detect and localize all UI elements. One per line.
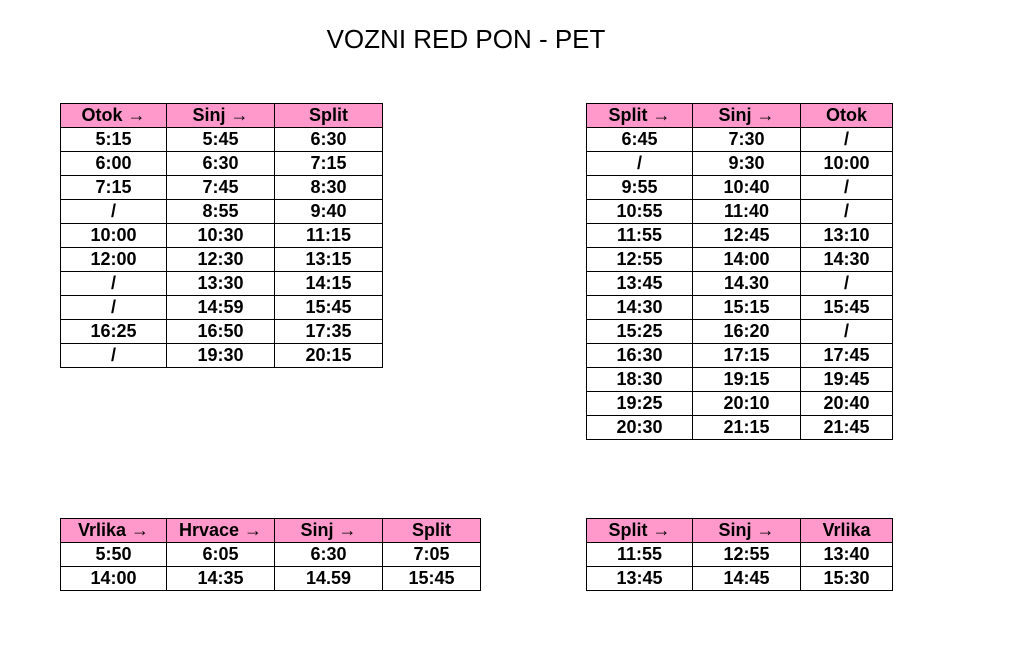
time-cell: 6:30	[167, 152, 275, 176]
column-header: Split	[383, 519, 481, 543]
time-cell: /	[61, 200, 167, 224]
time-cell: /	[801, 128, 893, 152]
table-row	[587, 152, 893, 176]
time-cell: /	[801, 320, 893, 344]
time-cell: 13:15	[275, 248, 383, 272]
timetable-split-sinj-vrlika	[586, 518, 893, 591]
time-cell: 6:05	[167, 543, 275, 567]
table-row	[587, 320, 893, 344]
table-row	[61, 567, 481, 591]
table-row	[587, 344, 893, 368]
time-cell: 17:45	[801, 344, 893, 368]
time-cell: 14:15	[275, 272, 383, 296]
time-cell: 20:30	[587, 416, 693, 440]
time-cell: 13:45	[587, 272, 693, 296]
time-cell: 7:05	[383, 543, 481, 567]
table-row	[587, 176, 893, 200]
time-cell: 16:50	[167, 320, 275, 344]
column-header: Hrvace →	[167, 519, 275, 543]
column-header: Sinj →	[275, 519, 383, 543]
time-cell: 15:15	[693, 296, 801, 320]
table-row	[61, 344, 383, 368]
column-header: Otok	[801, 104, 893, 128]
time-cell: 19:30	[167, 344, 275, 368]
table-row	[61, 543, 481, 567]
time-cell: 14.59	[275, 567, 383, 591]
column-header: Split →	[587, 519, 693, 543]
time-cell: 20:40	[801, 392, 893, 416]
time-cell: 6:00	[61, 152, 167, 176]
table-row	[587, 128, 893, 152]
time-cell: 10:55	[587, 200, 693, 224]
time-cell: 15:25	[587, 320, 693, 344]
time-cell: 10:00	[801, 152, 893, 176]
time-cell: /	[801, 176, 893, 200]
time-cell: 10:00	[61, 224, 167, 248]
time-cell: 8:55	[167, 200, 275, 224]
table-row	[587, 200, 893, 224]
table-row	[587, 296, 893, 320]
time-cell: 16:30	[587, 344, 693, 368]
table-row	[61, 200, 383, 224]
header-row	[587, 519, 893, 543]
time-cell: 10:40	[693, 176, 801, 200]
time-cell: 14:00	[61, 567, 167, 591]
column-header: Sinj →	[693, 104, 801, 128]
time-cell: /	[801, 200, 893, 224]
time-cell: /	[587, 152, 693, 176]
time-cell: 5:50	[61, 543, 167, 567]
time-cell: 14:59	[167, 296, 275, 320]
time-cell: 9:30	[693, 152, 801, 176]
time-cell: /	[61, 272, 167, 296]
column-header: Split →	[587, 104, 693, 128]
table-row	[587, 224, 893, 248]
time-cell: 16:20	[693, 320, 801, 344]
time-cell: /	[801, 272, 893, 296]
time-cell: 10:30	[167, 224, 275, 248]
time-cell: 12:55	[693, 543, 801, 567]
header-row	[61, 519, 481, 543]
time-cell: 7:45	[167, 176, 275, 200]
time-cell: 11:15	[275, 224, 383, 248]
table-row	[61, 152, 383, 176]
time-cell: 6:30	[275, 543, 383, 567]
page-title: VOZNI RED PON - PET	[326, 24, 606, 54]
timetable-vrlika-hrvace-sinj-split	[60, 518, 481, 591]
time-cell: 5:15	[61, 128, 167, 152]
time-cell: 13:40	[801, 543, 893, 567]
table-row	[587, 543, 893, 567]
table-row	[587, 272, 893, 296]
time-cell: 18:30	[587, 368, 693, 392]
time-cell: 5:45	[167, 128, 275, 152]
time-cell: 9:40	[275, 200, 383, 224]
timetable-split-sinj-otok	[586, 103, 893, 440]
column-header: Otok →	[61, 104, 167, 128]
time-cell: 16:25	[61, 320, 167, 344]
column-header: Split	[275, 104, 383, 128]
time-cell: 13:30	[167, 272, 275, 296]
column-header: Sinj →	[167, 104, 275, 128]
table-row	[61, 248, 383, 272]
time-cell: 7:30	[693, 128, 801, 152]
time-cell: 14:35	[167, 567, 275, 591]
header-row	[61, 104, 383, 128]
time-cell: 11:55	[587, 224, 693, 248]
time-cell: 11:55	[587, 543, 693, 567]
time-cell: 17:15	[693, 344, 801, 368]
time-cell: 12:00	[61, 248, 167, 272]
table-row	[587, 368, 893, 392]
table-row	[587, 392, 893, 416]
time-cell: 6:45	[587, 128, 693, 152]
column-header: Sinj →	[693, 519, 801, 543]
time-cell: 19:45	[801, 368, 893, 392]
time-cell: /	[61, 296, 167, 320]
time-cell: 13:45	[587, 567, 693, 591]
time-cell: 14:00	[693, 248, 801, 272]
time-cell: 6:30	[275, 128, 383, 152]
column-header: Vrlika →	[61, 519, 167, 543]
time-cell: 15:45	[801, 296, 893, 320]
time-cell: 21:45	[801, 416, 893, 440]
time-cell: 14.30	[693, 272, 801, 296]
time-cell: 12:45	[693, 224, 801, 248]
time-cell: 15:45	[383, 567, 481, 591]
table-row	[61, 272, 383, 296]
time-cell: 12:30	[167, 248, 275, 272]
table-row	[587, 248, 893, 272]
time-cell: 7:15	[275, 152, 383, 176]
time-cell: 7:15	[61, 176, 167, 200]
time-cell: 21:15	[693, 416, 801, 440]
time-cell: 19:25	[587, 392, 693, 416]
table-row	[61, 296, 383, 320]
table-row	[61, 176, 383, 200]
time-cell: 19:15	[693, 368, 801, 392]
time-cell: 14:30	[801, 248, 893, 272]
time-cell: 13:10	[801, 224, 893, 248]
time-cell: 14:45	[693, 567, 801, 591]
time-cell: 15:30	[801, 567, 893, 591]
header-row	[587, 104, 893, 128]
timetable-otok-sinj-split	[60, 103, 383, 368]
column-header: Vrlika	[801, 519, 893, 543]
time-cell: 8:30	[275, 176, 383, 200]
time-cell: 15:45	[275, 296, 383, 320]
table-row	[61, 224, 383, 248]
table-row	[61, 128, 383, 152]
time-cell: 17:35	[275, 320, 383, 344]
table-row	[61, 320, 383, 344]
time-cell: 20:10	[693, 392, 801, 416]
table-row	[587, 416, 893, 440]
time-cell: 20:15	[275, 344, 383, 368]
table-row	[587, 567, 893, 591]
time-cell: 9:55	[587, 176, 693, 200]
time-cell: 11:40	[693, 200, 801, 224]
time-cell: 14:30	[587, 296, 693, 320]
time-cell: /	[61, 344, 167, 368]
time-cell: 12:55	[587, 248, 693, 272]
